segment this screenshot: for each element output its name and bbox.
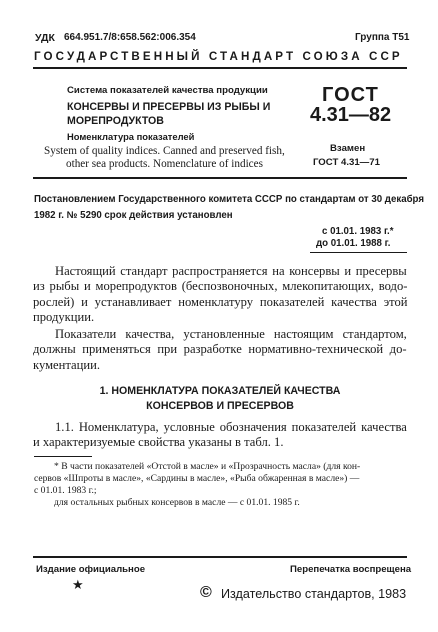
replaces-label: Взамен: [330, 143, 366, 154]
decree-rule: [310, 252, 407, 253]
usage-line: должны применяться при разработке нормативно-технической до-: [33, 342, 407, 357]
usage-paragraph: [33, 327, 407, 373]
intro-line: продукции.: [33, 310, 95, 325]
replaces-value: ГОСТ 4.31—71: [313, 157, 380, 168]
udk-label: УДК: [35, 32, 55, 44]
english-title-line-1: System of quality indices. Canned and preserved fish,: [44, 145, 285, 157]
intro-line: рослей) и устанавливает номенклатуру показателей качества этой: [33, 294, 408, 309]
subtitle: Номенклатура показателей: [67, 131, 195, 142]
decree-line-1: Постановлением Государственного комитета СССР по стандартам от 30 декабря: [34, 194, 425, 205]
title-line-1: КОНСЕРВЫ И ПРЕСЕРВЫ ИЗ РЫБЫ И: [67, 101, 271, 113]
state-standard-banner: ГОСУДАРСТВЕННЫЙ СТАНДАРТ СОЮЗА ССР: [34, 50, 403, 63]
footnote-line: для остальных рыбных консервов в масле — с 01.01. 1985 г.: [54, 497, 300, 508]
usage-line: Показатели качества, установленные настоящим стандартом,: [55, 327, 407, 341]
banner-rule: [33, 67, 407, 69]
decree-line-2: 1982 г. № 5290 срок действия установлен: [34, 210, 233, 221]
footer-rule: [33, 556, 407, 558]
title-block-rule: [33, 177, 407, 179]
publisher: Издательство стандартов, 1983: [221, 587, 407, 601]
quality-system-line: Система показателей качества продукции: [67, 85, 268, 96]
effective-to: до 01.01. 1988 г.: [316, 238, 391, 249]
intro-paragraph: [33, 264, 407, 326]
footnote-line: с 01.01. 1983 г.;: [34, 485, 97, 496]
clause-line: и характеризуемые свойства указаны в табл. 1.: [33, 435, 284, 450]
udk-code: 664.951.7/8:658.562:006.354: [64, 32, 196, 43]
gost-number: 4.31—82: [310, 104, 392, 126]
effective-from: с 01.01. 1983 г.*: [322, 226, 394, 237]
gost-label: ГОСТ: [322, 84, 379, 106]
intro-line: из рыбы и морепродуктов (беспозвоночных, млекопитающих, водо-: [33, 279, 408, 294]
clause-1-1: [33, 420, 407, 451]
reprint-prohibited: Перепечатка воспрещена: [290, 564, 412, 575]
english-title-line-2: other sea products. Nomenclature of indices: [66, 158, 263, 170]
section-heading-line-2: КОНСЕРВОВ И ПРЕСЕРВОВ: [146, 400, 294, 412]
footnote-rule: [34, 456, 92, 457]
footnote-line: сервов «Шпроты в масле», «Сардины в масле», «Рыба обжаренная в масле») —: [34, 473, 360, 484]
title-line-2: МОРЕПРОДУКТОВ: [67, 115, 164, 127]
usage-line: кументации.: [33, 357, 100, 372]
group-code: Группа Т51: [355, 32, 410, 43]
copyright-icon: ©: [200, 584, 212, 601]
section-heading-line-1: 1. НОМЕНКЛАТУРА ПОКАЗАТЕЛЕЙ КАЧЕСТВА: [99, 385, 341, 397]
star-icon: ★: [72, 577, 84, 592]
official-edition: Издание официальное: [36, 564, 146, 575]
intro-line: Настоящий стандарт распространяется на консервы и пресервы: [55, 264, 407, 278]
footnote-line: * В части показателей «Отстой в масле» и «Прозрачность масла» (для кон-: [54, 461, 361, 472]
clause-line: 1.1. Номенклатура, условные обозначения показателей качества: [55, 420, 407, 434]
footnote: [34, 461, 408, 509]
